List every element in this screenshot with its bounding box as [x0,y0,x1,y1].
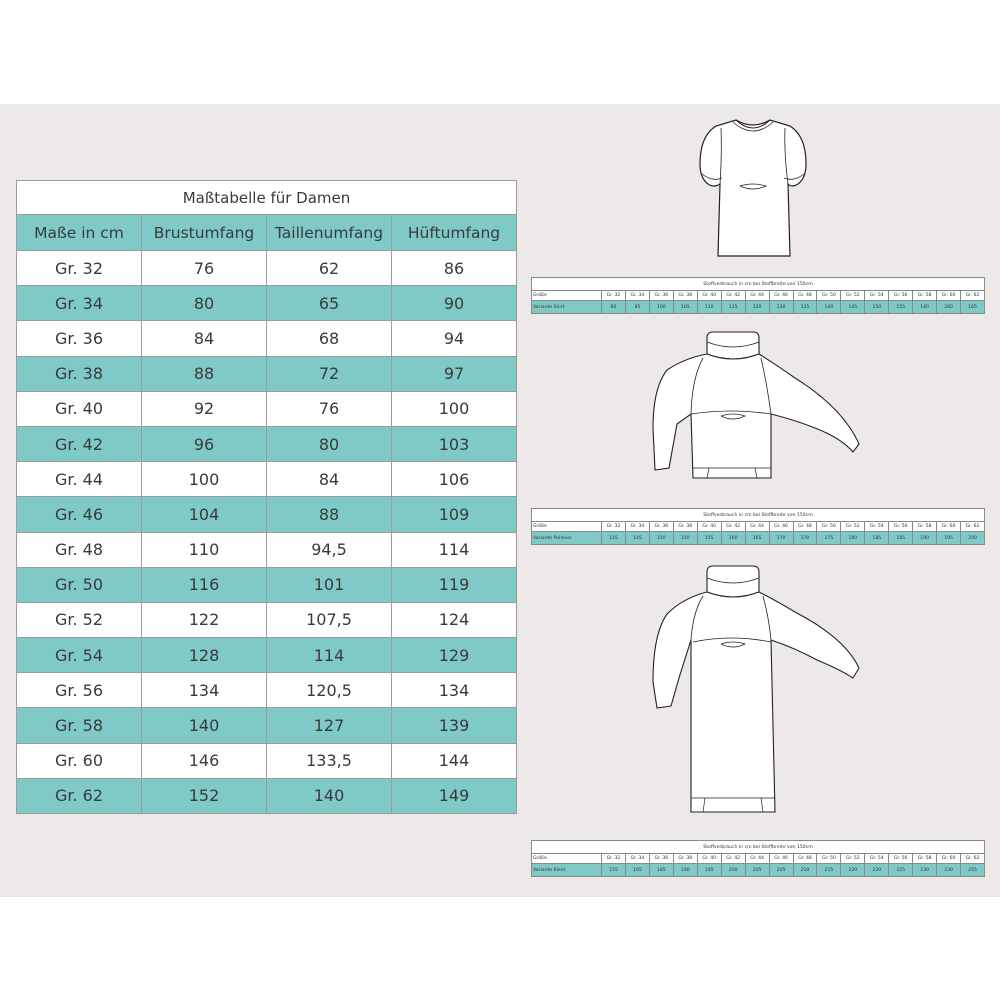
fabric-size-cell: Gr. 52 [841,854,865,864]
fabric-size-row [532,854,985,864]
fabric-size-cell: Gr. 32 [602,522,626,532]
hip-cell: 134 [392,673,517,708]
bust-cell: 88 [142,356,267,391]
fabric-value-cell: 190 [913,532,937,545]
fabric-size-cell: Gr. 46 [769,522,793,532]
waist-cell: 65 [267,286,392,321]
table-row [17,462,517,497]
table-row [17,602,517,637]
bust-cell: 96 [142,426,267,461]
size-cell: Gr. 48 [17,532,142,567]
size-cell: Gr. 52 [17,602,142,637]
fabric-size-cell: Gr. 42 [721,291,745,301]
fabric-size-cell: Gr. 52 [841,291,865,301]
fabric-value-cell: 185 [865,532,889,545]
fabric-value-cell: 165 [625,864,649,877]
bust-cell: 92 [142,391,267,426]
waist-cell: 101 [267,567,392,602]
variant-label: Variante Shirt [532,301,602,314]
hip-cell: 139 [392,708,517,743]
fabric-value-cell: 155 [889,301,913,314]
fabric-value-cell: 210 [793,864,817,877]
table-row [17,356,517,391]
hip-cell: 109 [392,497,517,532]
fabric-size-cell: Gr. 32 [602,291,626,301]
fabric-size-cell: Gr. 56 [889,854,913,864]
fabric-size-cell: Gr. 58 [913,522,937,532]
fabric-size-cell: Gr. 54 [865,522,889,532]
size-label: Größe [532,854,602,864]
size-cell: Gr. 60 [17,743,142,778]
hip-cell: 94 [392,321,517,356]
hip-cell: 149 [392,778,517,813]
fabric-size-cell: Gr. 40 [697,522,721,532]
size-label: Größe [532,291,602,301]
variant-label: Variante Pullover [532,532,602,545]
table-row [17,673,517,708]
fabric-value-cell: 80 [602,301,626,314]
waist-cell: 62 [267,251,392,286]
fabric-value-cell: 120 [745,301,769,314]
fabric-size-cell: Gr. 44 [745,291,769,301]
bust-cell: 152 [142,778,267,813]
fabric-value-cell: 260 [937,301,961,314]
waist-cell: 120,5 [267,673,392,708]
table-row [17,251,517,286]
bust-cell: 80 [142,286,267,321]
bust-cell: 134 [142,673,267,708]
dress-icon [645,562,875,820]
fabric-size-cell: Gr. 34 [625,522,649,532]
fabric-size-cell: Gr. 44 [745,854,769,864]
fabric-value-cell: 255 [961,864,985,877]
fabric-title: Stoffverbrauch in cm bei Stoffbreite von 150cm [532,841,985,854]
fabric-size-cell: Gr. 46 [769,291,793,301]
fabric-value-cell: 175 [817,532,841,545]
hip-cell: 100 [392,391,517,426]
size-cell: Gr. 44 [17,462,142,497]
fabric-value-cell: 170 [769,532,793,545]
waist-cell: 68 [267,321,392,356]
header-hip: Hüftumfang [392,215,517,251]
fabric-value-cell: 145 [625,532,649,545]
fabric-size-cell: Gr. 38 [673,291,697,301]
waist-cell: 84 [267,462,392,497]
fabric-value-cell: 180 [841,532,865,545]
size-cell: Gr. 36 [17,321,142,356]
table-row [17,321,517,356]
size-table [16,180,517,814]
size-cell: Gr. 46 [17,497,142,532]
fabric-size-cell: Gr. 36 [649,291,673,301]
fabric-size-cell: Gr. 42 [721,854,745,864]
fabric-value-cell: 105 [673,301,697,314]
waist-cell: 133,5 [267,743,392,778]
fabric-value-cell: 165 [961,301,985,314]
fabric-size-cell: Gr. 56 [889,291,913,301]
hip-cell: 144 [392,743,517,778]
fabric-value-row [532,532,985,545]
fabric-value-cell: 135 [793,301,817,314]
table-row [17,391,517,426]
fabric-size-cell: Gr. 50 [817,854,841,864]
shirt-drawing [678,114,828,264]
fabric-size-cell: Gr. 38 [673,854,697,864]
fabric-value-cell: 195 [937,532,961,545]
pullover-drawing [645,328,875,488]
table-row [17,708,517,743]
table-row [17,497,517,532]
size-cell: Gr. 32 [17,251,142,286]
fabric-size-cell: Gr. 58 [913,854,937,864]
fabric-size-row [532,522,985,532]
size-cell: Gr. 42 [17,426,142,461]
fabric-size-cell: Gr. 48 [793,291,817,301]
fabric-value-cell: 215 [817,864,841,877]
fabric-value-cell: 190 [673,864,697,877]
fabric-size-cell: Gr. 34 [625,854,649,864]
fabric-size-cell: Gr. 54 [865,854,889,864]
fabric-title: Stoffverbrauch in cm bei Stoffbreite von 150cm [532,278,985,291]
fabric-value-cell: 150 [865,301,889,314]
table-row [17,743,517,778]
waist-cell: 76 [267,391,392,426]
hip-cell: 86 [392,251,517,286]
fabric-size-cell: Gr. 42 [721,522,745,532]
fabric-value-cell: 185 [649,864,673,877]
fabric-value-cell: 220 [841,864,865,877]
bust-cell: 122 [142,602,267,637]
fabric-size-cell: Gr. 54 [865,291,889,301]
waist-cell: 72 [267,356,392,391]
table-row [17,532,517,567]
fabric-size-cell: Gr. 62 [961,291,985,301]
fabric-value-cell: 205 [745,864,769,877]
fabric-value-cell: 110 [697,301,721,314]
fabric-size-cell: Gr. 60 [937,291,961,301]
fabric-size-cell: Gr. 62 [961,854,985,864]
header-bust: Brustumfang [142,215,267,251]
fabric-size-cell: Gr. 36 [649,522,673,532]
fabric-value-cell: 160 [913,301,937,314]
fabric-value-cell: 205 [769,864,793,877]
fabric-value-cell: 115 [602,532,626,545]
fabric-title: Stoffverbrauch in cm bei Stoffbreite von 150cm [532,509,985,522]
fabric-table-pullover [531,508,985,545]
fabric-size-cell: Gr. 38 [673,522,697,532]
fabric-value-cell: 230 [937,864,961,877]
fabric-size-cell: Gr. 60 [937,854,961,864]
fabric-size-cell: Gr. 50 [817,522,841,532]
table-row [17,286,517,321]
size-cell: Gr. 58 [17,708,142,743]
variant-label: Variante Kleid [532,864,602,877]
table-row [17,426,517,461]
hip-cell: 124 [392,602,517,637]
fabric-size-cell: Gr. 46 [769,854,793,864]
size-cell: Gr. 38 [17,356,142,391]
fabric-value-cell: 130 [769,301,793,314]
fabric-value-row [532,301,985,314]
fabric-size-cell: Gr. 34 [625,291,649,301]
waist-cell: 94,5 [267,532,392,567]
fabric-value-cell: 230 [913,864,937,877]
bust-cell: 146 [142,743,267,778]
waist-cell: 140 [267,778,392,813]
bust-cell: 140 [142,708,267,743]
waist-cell: 88 [267,497,392,532]
fabric-value-row [532,864,985,877]
bust-cell: 100 [142,462,267,497]
fabric-size-row [532,291,985,301]
fabric-size-cell: Gr. 40 [697,291,721,301]
shirt-icon [678,114,828,264]
bust-cell: 110 [142,532,267,567]
fabric-size-cell: Gr. 44 [745,522,769,532]
fabric-size-cell: Gr. 48 [793,522,817,532]
bust-cell: 84 [142,321,267,356]
waist-cell: 107,5 [267,602,392,637]
fabric-size-cell: Gr. 56 [889,522,913,532]
table-row [17,778,517,813]
fabric-value-cell: 200 [721,864,745,877]
hip-cell: 97 [392,356,517,391]
fabric-value-cell: 150 [673,532,697,545]
fabric-value-cell: 100 [649,301,673,314]
fabric-size-cell: Gr. 62 [961,522,985,532]
size-cell: Gr. 62 [17,778,142,813]
bust-cell: 76 [142,251,267,286]
fabric-size-cell: Gr. 36 [649,854,673,864]
fabric-value-cell: 145 [841,301,865,314]
bust-cell: 116 [142,567,267,602]
fabric-value-cell: 150 [649,532,673,545]
hip-cell: 114 [392,532,517,567]
fabric-value-cell: 115 [721,301,745,314]
fabric-value-cell: 140 [817,301,841,314]
fabric-value-cell: 85 [625,301,649,314]
fabric-size-cell: Gr. 40 [697,854,721,864]
size-cell: Gr. 54 [17,638,142,673]
fabric-value-cell: 225 [889,864,913,877]
header-waist: Taillenumfang [267,215,392,251]
fabric-value-cell: 160 [721,532,745,545]
fabric-size-cell: Gr. 52 [841,522,865,532]
fabric-size-cell: Gr. 50 [817,291,841,301]
fabric-value-cell: 200 [961,532,985,545]
fabric-size-cell: Gr. 58 [913,291,937,301]
fabric-value-cell: 195 [697,864,721,877]
size-cell: Gr. 34 [17,286,142,321]
pullover-icon [645,328,875,488]
waist-cell: 127 [267,708,392,743]
fabric-size-cell: Gr. 48 [793,854,817,864]
table-row [17,567,517,602]
fabric-table-shirt [531,277,985,314]
dress-drawing [645,562,875,820]
size-cell: Gr. 50 [17,567,142,602]
hip-cell: 129 [392,638,517,673]
fabric-value-cell: 170 [793,532,817,545]
bust-cell: 128 [142,638,267,673]
fabric-value-cell: 165 [745,532,769,545]
size-cell: Gr. 40 [17,391,142,426]
waist-cell: 80 [267,426,392,461]
fabric-size-cell: Gr. 32 [602,854,626,864]
fabric-value-cell: 220 [865,864,889,877]
hip-cell: 119 [392,567,517,602]
size-cell: Gr. 56 [17,673,142,708]
fabric-table-dress [531,840,985,877]
header-measure: Maße in cm [17,215,142,251]
hip-cell: 106 [392,462,517,497]
waist-cell: 114 [267,638,392,673]
bust-cell: 104 [142,497,267,532]
table-row [17,638,517,673]
hip-cell: 103 [392,426,517,461]
fabric-value-cell: 185 [889,532,913,545]
fabric-size-cell: Gr. 60 [937,522,961,532]
hip-cell: 90 [392,286,517,321]
size-table-body [17,251,517,814]
size-label: Größe [532,522,602,532]
fabric-value-cell: 155 [602,864,626,877]
size-table-title: Maßtabelle für Damen [17,181,517,215]
fabric-value-cell: 155 [697,532,721,545]
